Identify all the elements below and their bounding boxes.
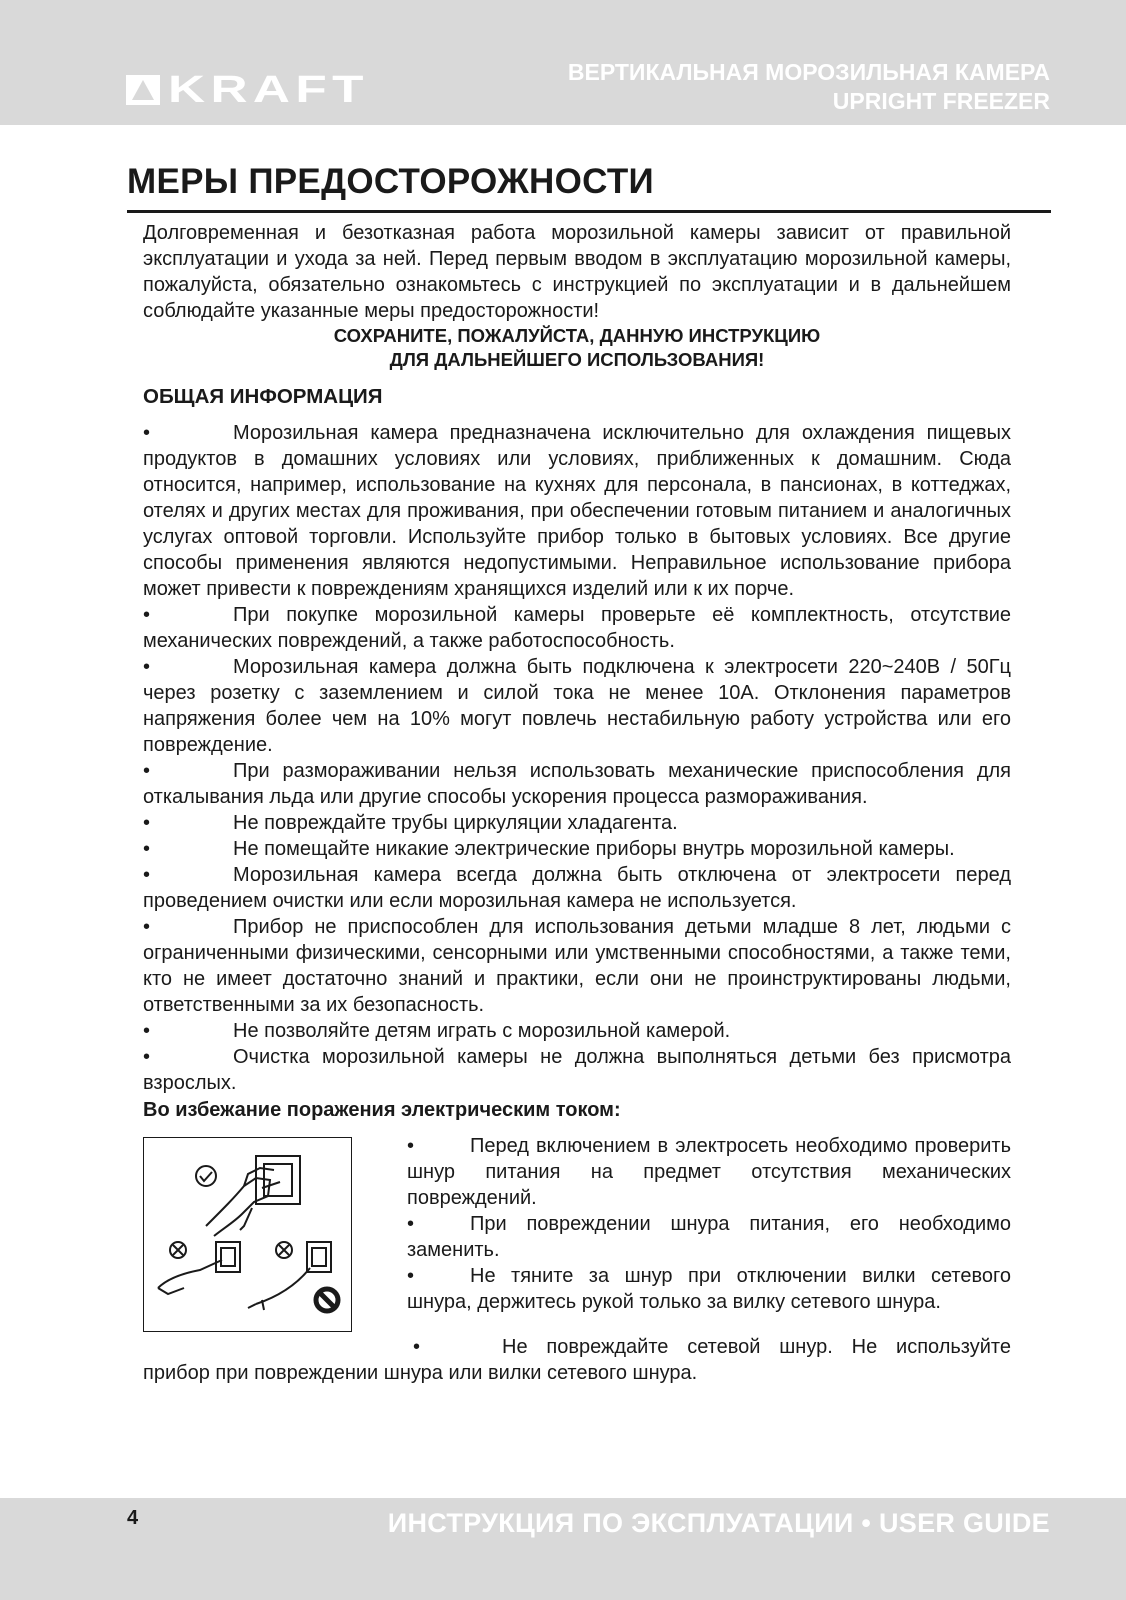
list-item-text: Очистка морозильной камеры не должна выполняться детьми без присмотра взрослых. [143,1046,1011,1094]
bullet-icon: • [143,760,151,782]
bullet-icon: • [407,1265,415,1287]
list-item-text: Не повреждайте сетевой шнур. Не используйте прибор при повреждении шнура или вилки сетевого шнура. [143,1336,1011,1384]
list-item [143,758,1011,810]
list-item-text: Морозильная камера всегда должна быть отключена от электросети перед проведением очистки или если морозильная камера не используется. [143,864,1011,912]
content-body [143,220,1011,1386]
list-item [143,1044,1011,1096]
list-item-text: Не тяните за шнур при отключении вилки сетевого шнура, держитесь рукой только за вилку сетевого шнура. [407,1265,1011,1313]
bullet-icon: • [143,1020,151,1042]
shock-list [407,1133,1011,1332]
power-cord-illustration [143,1137,352,1332]
page-title: МЕРЫ ПРЕДОСТОРОЖНОСТИ [127,162,654,201]
header-product-title [568,58,1050,116]
list-item-text: Перед включением в электросеть необходимо проверить шнур питания на предмет отсутствия механических повреждений. [407,1135,1011,1209]
list-item-text: Морозильная камера предназначена исключительно для охлаждения пищевых продуктов в домашних условиях или условиях, приближенных к домашним. Сюда относится, например, использование на кухнях для персонала, в пансионах, в коттеджах, отелях и других местах для проживания, при обеспечении готовым питанием и аналогичных услугах оптовой торговли. Используйте прибор только в бытовых условиях. Все другие способы применения являются недопустимыми. Неправильное использование прибора может привести к повреждениям хранящихся изделий или к их порче. [143,422,1011,600]
logo-text: KRAFT [168,69,369,111]
bullet-icon: • [143,422,151,444]
bullet-icon: • [143,812,151,834]
header-title-en: UPRIGHT FREEZER [832,88,1050,114]
list-item-text: При повреждении шнура питания, его необходимо заменить. [407,1213,1011,1261]
list-item [143,914,1011,1018]
list-item [407,1133,1011,1211]
header-title-ru: ВЕРТИКАЛЬНАЯ МОРОЗИЛЬНАЯ КАМЕРА [567,59,1050,85]
section-heading-shock: Во избежание поражения электрическим током: [143,1099,621,1121]
intro-paragraph: Долговременная и безотказная работа морозильной камеры зависит от правильной эксплуатации и ухода за ней. Перед первым вводом в эксплуатацию морозильной камеры, пожалуйста, обязательно ознакомьтесь с инструкцией по эксплуатации и в дальнейшем соблюдайте указанные меры предосторожности! [143,222,1011,322]
list-item-text: При размораживании нельзя использовать механические приспособления для откалывания льда или другие способы ускорения процесса размораживания. [143,760,1011,808]
bullet-icon: • [143,656,151,678]
bullet-icon: • [407,1135,415,1157]
list-item [143,862,1011,914]
list-item-text: Не повреждайте трубы циркуляции хладагента. [233,812,678,834]
bullet-icon: • [143,1046,151,1068]
list-item-text: Морозильная камера должна быть подключена к электросети 220~240В / 50Гц через розетку с заземлением и силой тока не менее 10А. Отклонения параметров напряжения более чем на 10% могут повлечь нестабильную работу устройства или его повреждение. [143,656,1011,756]
list-item [143,810,1011,836]
plug-safety-illustration-icon [144,1138,351,1331]
list-item [407,1263,1011,1315]
list-item [143,654,1011,758]
general-list [143,420,1011,1096]
notice-line-2: ДЛЯ ДАЛЬНЕЙШЕГО ИСПОЛЬЗОВАНИЯ! [389,349,765,370]
bullet-icon: • [143,604,151,626]
brand-logo [126,69,369,111]
list-item [143,602,1011,654]
bullet-icon: • [407,1213,415,1235]
list-item [143,1018,1011,1044]
footer-guide-text: ИНСТРУКЦИЯ ПО ЭКСПЛУАТАЦИИ • USER GUIDE [387,1508,1050,1538]
section-heading-general: ОБЩАЯ ИНФОРМАЦИЯ [143,385,383,408]
shock-section [143,1133,1011,1332]
bullet-icon: • [143,864,151,886]
logo-triangle-icon [126,75,160,105]
list-item-text: Не помещайте никакие электрические приборы внутрь морозильной камеры. [233,838,955,860]
list-item [143,420,1011,602]
bullet-icon: • [413,1336,421,1358]
page-number: 4 [127,1507,139,1529]
bullet-icon: • [143,838,151,860]
list-item [143,1334,1011,1386]
title-underline [127,210,1051,213]
list-item-text: При покупке морозильной камеры проверьте её комплектность, отсутствие механических повреждений, а также работоспособность. [143,604,1011,652]
list-item-text: Не позволяйте детям играть с морозильной камерой. [233,1020,731,1042]
list-item-text: Прибор не приспособлен для использования детьми младше 8 лет, людьми с ограниченными физическими, сенсорными или умственными способностями, а также теми, кто не имеет достаточно знаний и практики, если они не проинструктированы людьми, ответственными за их безопасность. [143,916,1011,1016]
list-item [407,1211,1011,1263]
list-item [143,836,1011,862]
bullet-icon: • [143,916,151,938]
notice-line-1: СОХРАНИТЕ, ПОЖАЛУЙСТА, ДАННУЮ ИНСТРУКЦИЮ [333,325,821,346]
